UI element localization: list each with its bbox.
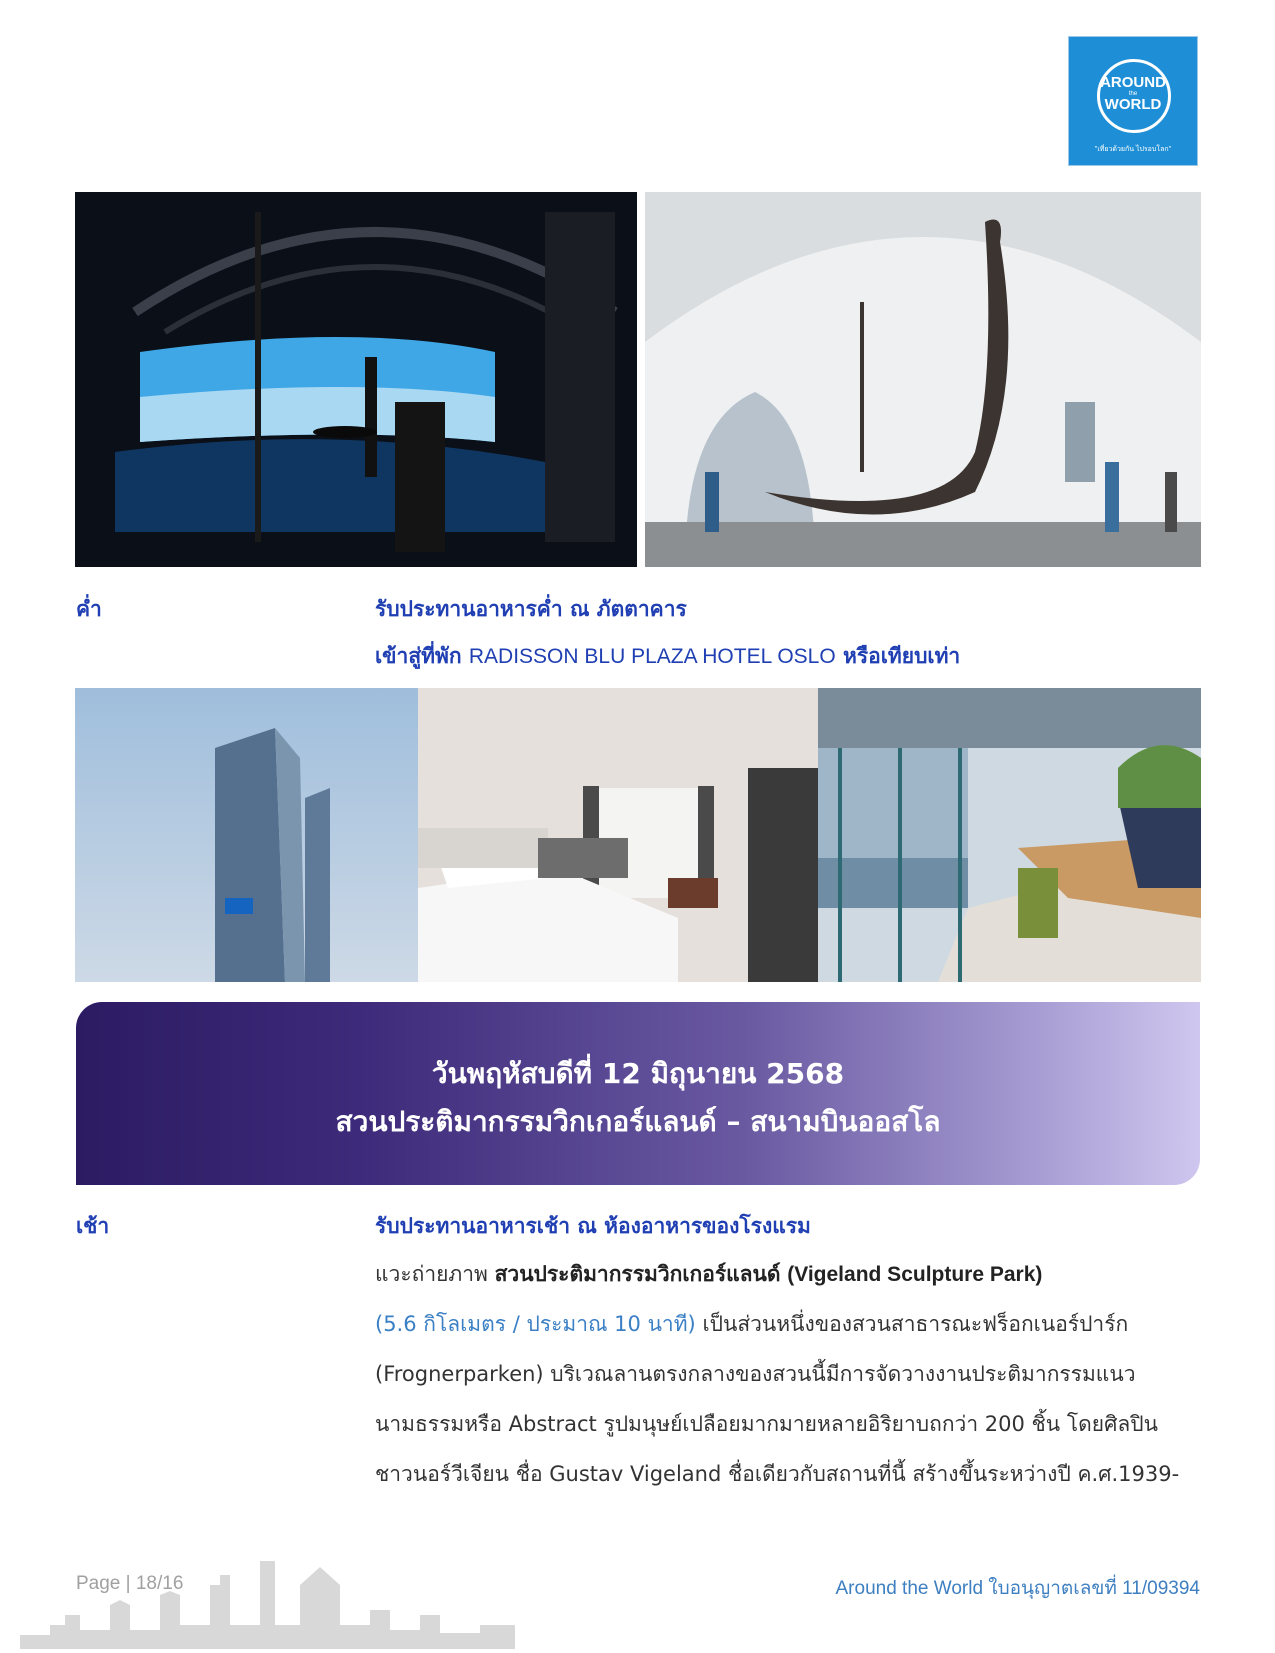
visit-name-en: (Vigeland Sculpture Park) xyxy=(787,1263,1043,1286)
hotel-terrace-photo xyxy=(818,688,1201,982)
description-line5: ชาวนอร์วีเจียน ชื่อ Gustav Vigeland ชื่อเดียวกับสถานที่นี้ สร้างขึ้นระหว่างปี ค.ศ.1939- xyxy=(375,1462,1180,1486)
page-number: Page | 18/16 xyxy=(76,1573,184,1594)
viking-ship-photo xyxy=(645,192,1201,567)
visit-prefix: แวะถ่ายภาพ xyxy=(375,1262,488,1286)
company-logo xyxy=(1068,36,1198,166)
museum-exhibit-photo xyxy=(75,192,637,567)
hotel-prefix: เข้าสู่ที่พัก xyxy=(375,644,462,668)
hotel-suffix: หรือเทียบเท่า xyxy=(843,644,961,668)
morning-label: เช้า xyxy=(76,1214,110,1238)
visit-line xyxy=(375,1258,1042,1291)
day-route-title: สวนประติมากรรมวิกเกอร์แลนด์ – สนามบินออสโล xyxy=(335,1105,941,1138)
dinner-meal-text: รับประทานอาหารค่ำ ณ ภัตตาคาร xyxy=(375,597,687,621)
hotel-name: RADISSON BLU PLAZA HOTEL OSLO xyxy=(468,645,836,668)
logo-text-the: the xyxy=(1128,91,1138,97)
distance-text: (5.6 กิโลเมตร / ประมาณ 10 นาที) xyxy=(375,1312,696,1336)
city-skyline-graphic xyxy=(20,1555,515,1649)
day-date-title: วันพฤหัสบดีที่ 12 มิถุนายน 2568 xyxy=(431,1057,845,1090)
logo-text-around: AROUND xyxy=(1100,74,1166,91)
logo-text-world: WORLD xyxy=(1104,96,1162,113)
description-line4: นามธรรมหรือ Abstract รูปมนุษย์เปลือยมากมายหลายอิริยาบถกว่า 200 ชิ้น โดยศิลปิน xyxy=(375,1412,1158,1436)
logo-tagline: "เที่ยวด้วยกัน ไปรอบโลก" xyxy=(1094,146,1172,153)
hotel-room-photo xyxy=(418,688,818,982)
breakfast-text: รับประทานอาหารเช้า ณ ห้องอาหารของโรงแรม xyxy=(375,1214,811,1238)
distance-line xyxy=(375,1308,1128,1341)
day-banner xyxy=(76,1002,1200,1185)
visit-name: สวนประติมากรรมวิกเกอร์แลนด์ xyxy=(494,1262,781,1286)
dinner-label: ค่ำ xyxy=(76,597,102,621)
description-part1: เป็นส่วนหนึ่งของสวนสาธารณะฟร็อกเนอร์ปาร์ก xyxy=(702,1312,1129,1336)
hotel-line xyxy=(375,640,960,673)
hotel-exterior-photo xyxy=(75,688,418,982)
license-text: Around the World ใบอนุญาตเลขที่ 11/09394 xyxy=(835,1578,1200,1599)
description-line3: (Frognerparken) บริเวณลานตรงกลางของสวนนี้มีการจัดวางงานประติมากรรมแนว xyxy=(375,1362,1136,1386)
